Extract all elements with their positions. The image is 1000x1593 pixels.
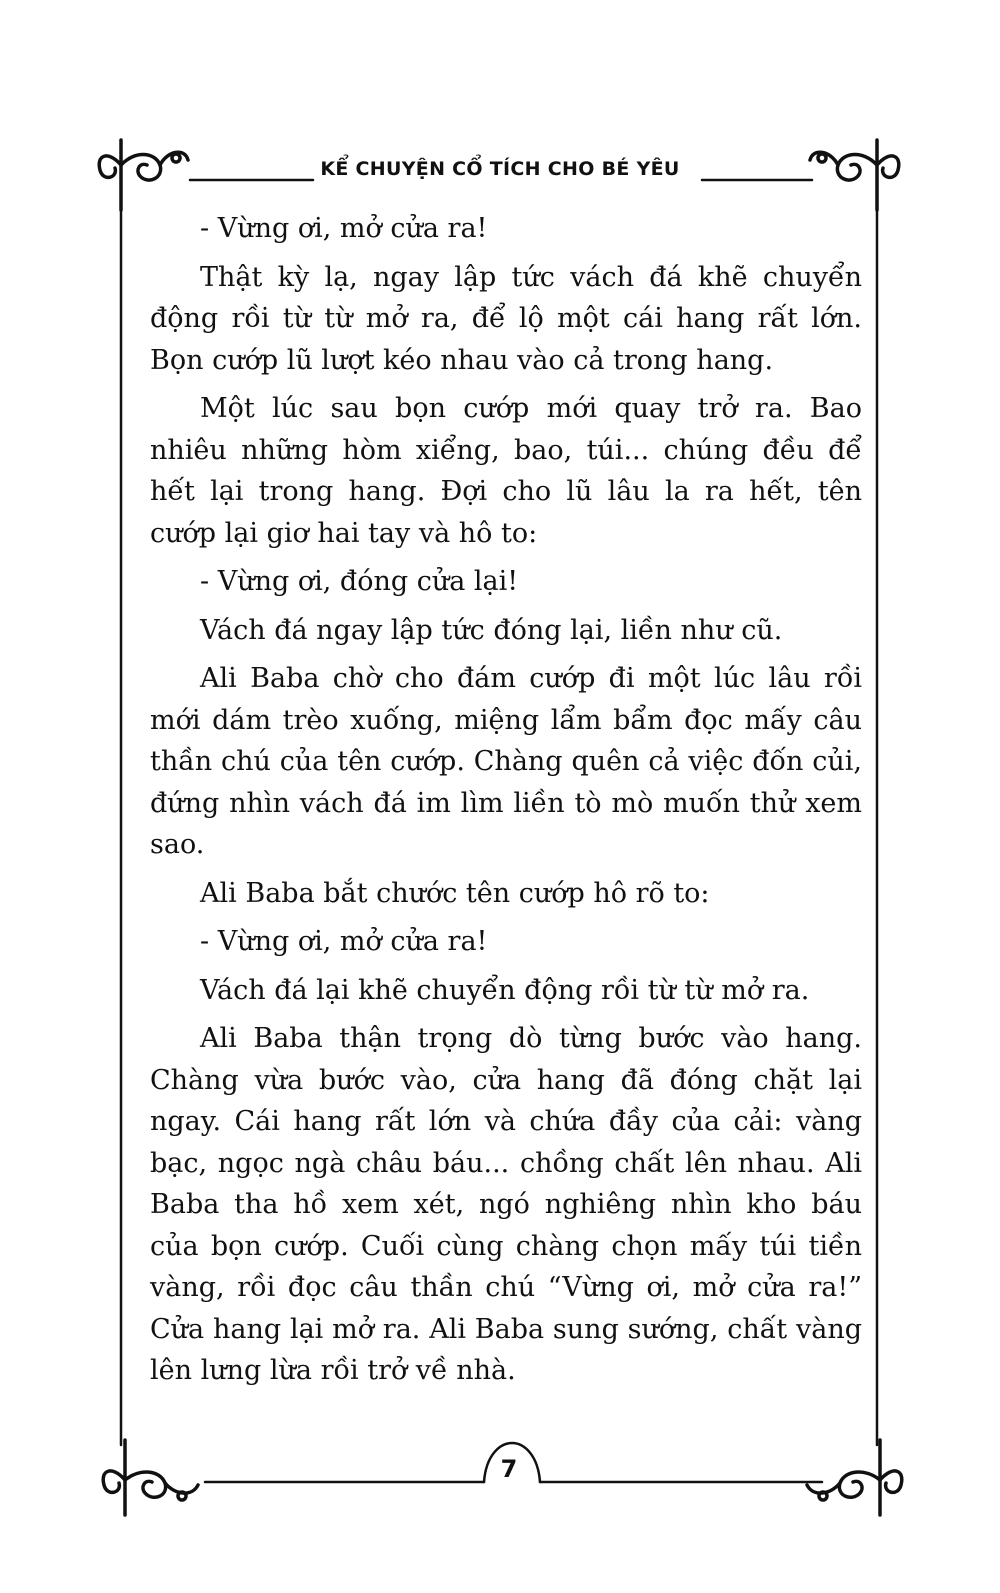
paragraph: - Vừng ơi, đóng cửa lại! — [200, 566, 519, 597]
flourish-bottom-right-icon — [807, 1440, 902, 1515]
story-body — [150, 208, 862, 1399]
page-number: 7 — [500, 1455, 518, 1483]
paragraph: Ali Baba chờ cho đám cướp đi một lúc lâu rồi mới dám trèo xuống, miệng lẩm bẩm đọc mấy câu thần chú của tên cướp. Chàng quên cả việc đốn củi, đứng nhìn vách đá im lìm liền tò mò muốn thử xem sao. — [150, 663, 862, 860]
paragraph: Vách đá lại khẽ chuyển động rồi từ từ mở ra. — [200, 974, 810, 1006]
paragraph: Một lúc sau bọn cướp mới quay trở ra. Bao nhiêu những hòm xiểng, bao, túi... chúng đều để hết lại trong hang. Đợi cho lũ lâu la ra hết, tên cướp lại giơ hai tay và hô to: — [150, 393, 862, 549]
flourish-bottom-left-icon — [103, 1440, 198, 1515]
paragraph: Ali Baba thận trọng dò từng bước vào hang. Chàng vừa bước vào, cửa hang đã đóng chặt lại ngay. Cái hang rất lớn và chứa đầy của cải: vàng bạc, ngọc ngà châu báu... chồng chất lên nhau. Ali Baba tha hồ xem xét, ngó nghiêng nhìn kho báu của bọn cướp. Cuối cùng chàng chọn mấy túi tiền vàng, rồi đọc câu thần chú “Vừng ơi, mở cửa ra!” Cửa hang lại mở ra. Ali Baba sung sướng, chất vàng lên lưng lừa rồi trở về nhà. — [150, 1023, 862, 1386]
paragraph: Thật kỳ lạ, ngay lập tức vách đá khẽ chuyển động rồi từ từ mở ra, để lộ một cái hang rất lớn. Bọn cướp lũ lượt kéo nhau vào cả trong hang. — [150, 261, 862, 376]
paragraph: Ali Baba bắt chước tên cướp hô rõ to: — [200, 877, 710, 909]
running-header: KỂ CHUYỆN CỔ TÍCH CHO BÉ YÊU — [320, 158, 680, 180]
paragraph: - Vừng ơi, mở cửa ra! — [200, 213, 488, 244]
paragraph: - Vừng ơi, mở cửa ra! — [200, 926, 488, 957]
paragraph: Vách đá ngay lập tức đóng lại, liền như cũ. — [200, 614, 783, 646]
